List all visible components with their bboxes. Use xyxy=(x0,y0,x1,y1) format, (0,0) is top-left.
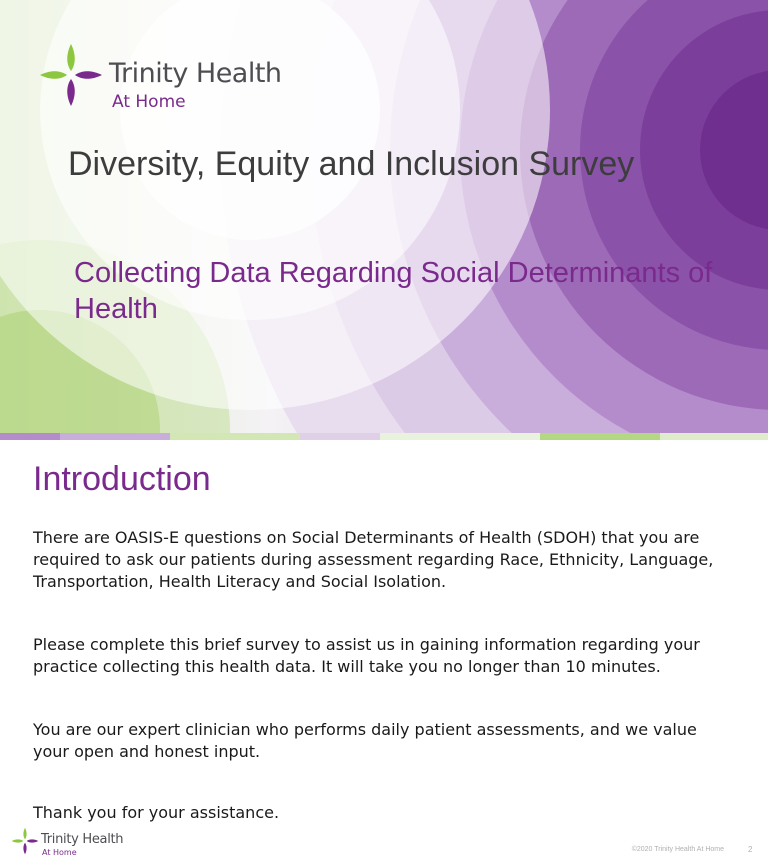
intro-paragraph: You are our expert clinician who performs daily patient assessments, and we value your open and honest input. xyxy=(33,720,697,761)
brand-logo xyxy=(36,40,286,112)
page-number: 2 xyxy=(748,845,753,854)
copyright-text: ©2020 Trinity Health At Home xyxy=(631,846,724,853)
slide-title: Diversity, Equity and Inclusion Survey xyxy=(68,145,635,183)
introduction-heading: Introduction xyxy=(33,460,211,498)
thank-you-text: Thank you for your assistance. xyxy=(33,803,280,822)
slide-subtitle: Collecting Data Regarding Social Determinants of Health xyxy=(74,257,713,325)
footer-brand-logo xyxy=(10,826,130,858)
brand-name: Trinity Health xyxy=(41,832,124,847)
trinity-cross-icon xyxy=(36,40,106,110)
brand-subname: At Home xyxy=(42,848,77,857)
intro-paragraph: Please complete this brief survey to assist us in gaining information regarding your practice collecting this health data. It will take you no longer than 10 minutes. xyxy=(33,635,700,676)
trinity-cross-icon xyxy=(10,826,40,856)
brand-subname: At Home xyxy=(112,92,186,112)
intro-paragraph: There are OASIS-E questions on Social Determinants of Health (SDOH) that you are required to ask our patients during assessment regarding Race, Ethnicity, Language, Transportation, Health Literacy and Social Isolation. xyxy=(33,528,714,591)
brand-name: Trinity Health xyxy=(109,58,282,89)
divider-stripe xyxy=(0,433,768,440)
